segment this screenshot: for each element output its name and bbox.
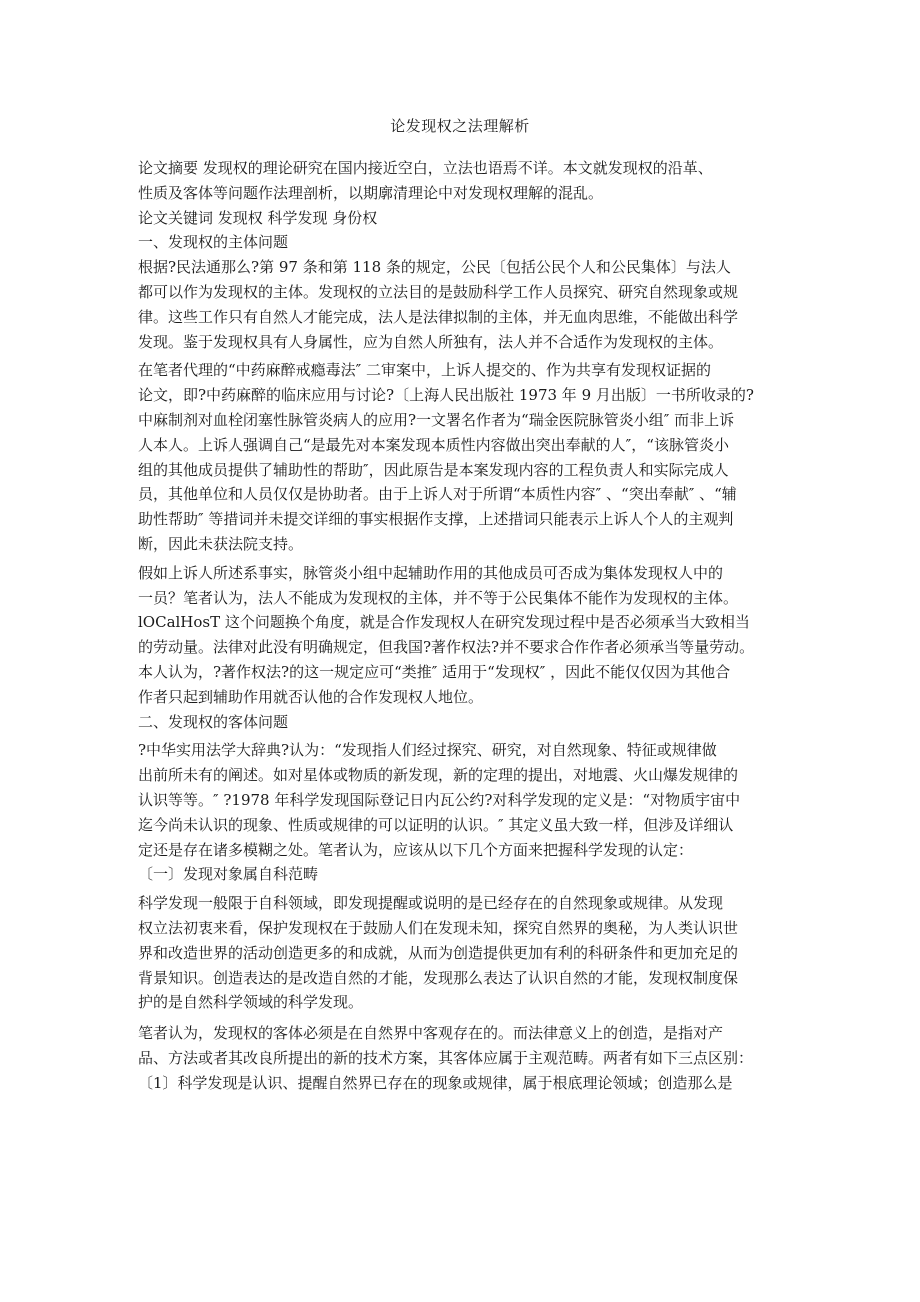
paragraph-line: 根据?民法通那么?第 97 条和第 118 条的规定，公民〔包括公民个人和公民集体〕与法人: [138, 258, 731, 277]
paragraph-line: 在笔者代理的“中药麻醉戒瘾毒法″ 二审案中，上诉人提交的、作为共享有发现权证据的: [138, 361, 712, 380]
section-heading: 一、发现权的主体问题: [138, 233, 289, 252]
paragraph-line: 认识等等。″ ?1978 年科学发现国际登记日内瓦公约?对科学发现的定义是：“对物质宇宙中: [138, 790, 741, 809]
paragraph-line: 界和改造世界的活动创造更多的和成就，从而为创造提供更加有利的科研条件和更加充足的: [138, 943, 739, 962]
paragraph-line: 的劳动量。法律对此没有明确规定，但我国?著作权法?并不要求合作作者必须承当等量劳动。: [138, 638, 755, 657]
paragraph-line: 都可以作为发现权的主体。发现权的立法目的是鼓励科学工作人员探究、研究自然现象或规: [138, 282, 739, 301]
paragraph-line: 作者只起到辅助作用就否认他的合作发现权人地位。: [138, 687, 484, 706]
paragraph-line: ?中华实用法学大辞典?认为：“发现指人们经过探究、研究，对自然现象、特征或规律做: [138, 741, 717, 760]
paragraph-line: 本人认为，?著作权法?的这一规定应可“类推″ 适用于“发现权″ ，因此不能仅仅因为其他合: [138, 662, 731, 681]
paragraph-line: 笔者认为，发现权的客体必须是在自然界中客观存在的。而法律意义上的创造，是指对产: [138, 1024, 724, 1043]
paragraph-line: 定还是存在诸多模糊之处。笔者认为，应该从以下几个方面来把握科学发现的认定：: [138, 840, 694, 859]
paragraph-line: 人本人。上诉人强调自己“是最先对本案发现本质性内容做出突出奉献的人″，“该脉管炎小: [138, 435, 729, 454]
paragraph-line: 员，其他单位和人员仅仅是协助者。由于上诉人对于所谓“本质性内容″ 、“突出奉献″ 、“辅: [138, 485, 737, 504]
paragraph-line: 背景知识。创造表达的是改造自然的才能，发现那么表达了认识自然的才能，发现权制度保: [138, 968, 739, 987]
paragraph-line: 发现。鉴于发现权具有人身属性，应为自然人所独有，法人并不合适作为发现权的主体。: [138, 332, 724, 351]
paragraph-line: 品、方法或者其改良所提出的新的技术方案，其客体应属于主观范畴。两者有如下三点区别：: [138, 1048, 754, 1067]
subsection-heading: 〔一〕发现对象属自科范畴: [138, 865, 319, 884]
paragraph-line: 出前所未有的阐述。如对星体或物质的新发现，新的定理的提出，对地震、火山爆发规律的: [138, 766, 739, 785]
paragraph-line: 一员？笔者认为，法人不能成为发现权的主体，并不等于公民集体不能作为发现权的主体。: [138, 588, 739, 607]
abstract-line: 论文摘要 发现权的理论研究在国内接近空白，立法也语焉不详。本文就发现权的沿革、: [138, 159, 713, 177]
abstract-line: 性质及客体等问题作法理剖析，以期廓清理论中对发现权理解的混乱。: [138, 183, 604, 202]
paragraph-line: 论文，即?中药麻醉的临床应用与讨论?〔上海人民出版社 1973 年 9 月出版〕一书所收录的?: [138, 386, 754, 405]
paragraph-line: 中麻制剂对血栓闭塞性脉管炎病人的应用?一文署名作者为“瑞金医院脉管炎小组″ 而非上诉: [138, 410, 735, 429]
paragraph-line: lOCalHosT 这个问题换个角度，就是合作发现权人在研究发现过程中是否必须承当大致相当: [138, 613, 750, 632]
paragraph-line: 假如上诉人所述系事实，脉管炎小组中起辅助作用的其他成员可否成为集体发现权人中的: [138, 563, 724, 582]
paragraph-line: 〔1〕科学发现是认识、提醒自然界已存在的现象或规律，属于根底理论领域；创造那么是: [138, 1073, 733, 1092]
paragraph-line: 律。这些工作只有自然人才能完成，法人是法律拟制的主体，并无血肉思维，不能做出科学: [138, 307, 739, 326]
document-body: [138, 156, 798, 1095]
document-title: 论发现权之法理解析: [390, 117, 530, 135]
paragraph-line: 迄今尚未认识的现象、性质或规律的可以证明的认识。″ 其定义虽大致一样，但涉及详细认: [138, 815, 734, 834]
keywords-line: 论文关键词 发现权 科学发现 身份权: [138, 208, 378, 227]
paragraph-line: 助性帮助″ 等措词并未提交详细的事实根据作支撑，上述措词只能表示上诉人个人的主观判: [138, 510, 734, 529]
paragraph-line: 权立法初衷来看，保护发现权在于鼓励人们在发现未知，探究自然界的奥秘，为人类认识世: [138, 918, 739, 937]
paragraph-line: 断，因此未获法院支持。: [138, 534, 304, 553]
section-heading: 二、发现权的客体问题: [138, 712, 289, 731]
paragraph-line: 科学发现一般限于自科领域，即发现提醒或说明的是已经存在的自然现象或规律。从发现: [138, 894, 724, 913]
paragraph-line: 组的其他成员提供了辅助性的帮助″，因此原告是本案发现内容的工程负责人和实际完成人: [138, 460, 729, 479]
paragraph-line: 护的是自然科学领域的科学发现。: [138, 993, 364, 1012]
